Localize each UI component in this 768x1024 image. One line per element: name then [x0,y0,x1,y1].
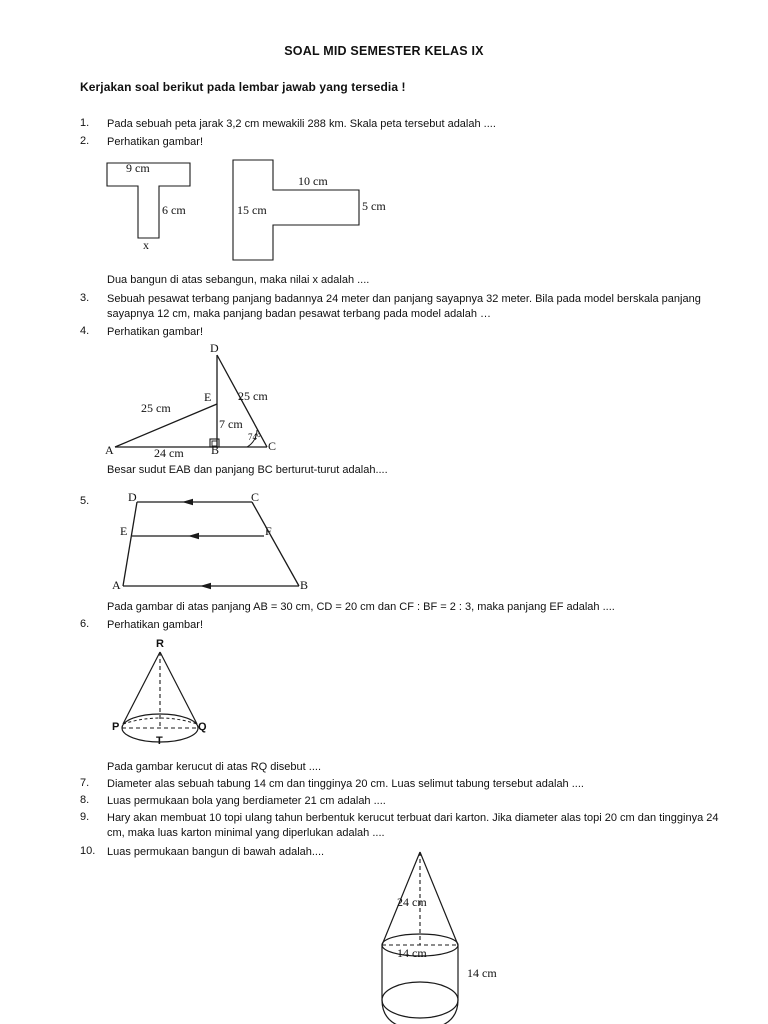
cc-label-14cm-diameter: 14 cm [397,946,427,960]
question-text-8: Luas permukaan bola yang berdiameter 21 cm adalah .... [107,795,386,807]
question-text-9: Hary akan membuat 10 topi ulang tahun berbentuk kerucut terbuat dari karton. Jika diameter alas topi 20 cm dan tingginya 24 cm, maka luas karton minimal yang diperlukan adalah .... [107,812,719,839]
question-text-1: Pada sebuah peta jarak 3,2 cm mewakili 288 km. Skala peta tersebut adalah .... [107,118,496,130]
arrow-marker-ab [200,583,211,589]
label-eb-7cm: 7 cm [219,417,243,431]
vertex-label-B: B [300,578,309,592]
line-CB [252,502,299,586]
question-text-6: Perhatikan gambar! [107,619,203,631]
vertex-label-C: C [251,490,260,504]
vertex-label-E: E [120,524,128,538]
vertex-label-D: D [128,490,137,504]
cc-label-24cm: 24 cm [397,895,427,909]
question-number-7: 7. [80,777,90,789]
page-title: SOAL MID SEMESTER KELAS IX [284,44,484,58]
question-caption-2: Dua bangun di atas sebangun, maka nilai x adalah .... [107,274,370,286]
cone-left-slant [123,652,160,724]
cone-right-slant [160,652,197,724]
label-ab-24cm: 24 cm [154,446,184,460]
question-text-2: Perhatikan gambar! [107,136,203,148]
question-caption-5: Pada gambar di atas panjang AB = 30 cm, CD = 20 cm dan CF : BF = 2 : 3, maka panjang EF adalah .... [107,601,615,613]
arrow-marker-ef [188,533,199,539]
label-15cm: 15 cm [237,203,267,217]
label-angle-74: 74⁰ [248,432,261,442]
vertex-label-D: D [210,341,219,355]
question-number-2: 2. [80,135,90,147]
question-text-4: Perhatikan gambar! [107,326,203,338]
question-number-8: 8. [80,794,90,806]
question-caption-6: Pada gambar kerucut di atas RQ disebut .... [107,761,322,773]
cylinder-bottom-ellipse [382,982,458,1018]
vertex-label-A: A [112,578,121,592]
cc-label-14cm-height: 14 cm [467,966,497,980]
label-ae-25cm: 25 cm [141,401,171,415]
question-number-3: 3. [80,292,90,304]
question-number-10: 10. [80,845,96,857]
vertex-label-A: A [105,443,114,457]
vertex-label-B: B [211,443,220,457]
cone-label-Q: Q [198,721,207,733]
question-text-10: Luas permukaan bangun di bawah adalah.... [107,846,325,858]
question-number-5: 5. [80,495,90,507]
question-caption-4: Besar sudut EAB dan panjang BC berturut-turut adalah.... [107,464,388,476]
hemisphere-cap [382,1000,458,1024]
question-text-7: Diameter alas sebuah tabung 14 cm dan tingginya 20 cm. Luas selimut tabung tersebut adalah .... [107,778,584,790]
label-x: x [143,238,149,252]
cone-label-P: P [112,721,120,733]
label-10cm: 10 cm [298,174,328,188]
question-number-9: 9. [80,811,90,823]
figure-triangle [105,341,295,460]
instruction-line: Kerjakan soal berikut pada lembar jawab yang tersedia ! [80,80,406,94]
label-5cm: 5 cm [362,199,386,213]
cone-label-R: R [156,638,164,650]
figure-cone [112,638,250,750]
figure-trapezoid [110,490,320,595]
arrow-marker-dc [182,499,193,505]
figure-cone-cylinder [350,850,560,1024]
question-number-6: 6. [80,618,90,630]
vertex-label-F: F [265,524,272,538]
line-DA [123,502,137,586]
label-dc-25cm: 25 cm [238,389,268,403]
cone-label-T: T [156,735,163,747]
label-6cm: 6 cm [162,203,186,217]
question-text-3: Sebuah pesawat terbang panjang badannya 24 meter dan panjang sayapnya 32 meter. Bila pada model berskala panjang sayapnya 12 cm, maka panjang badan pesawat terbang pada model adalah … [107,293,701,320]
figure-similar-shapes [100,158,400,263]
question-number-1: 1. [80,117,90,129]
label-9cm: 9 cm [126,161,150,175]
vertex-label-E: E [204,390,212,404]
vertex-label-C: C [268,439,277,453]
question-number-4: 4. [80,325,90,337]
